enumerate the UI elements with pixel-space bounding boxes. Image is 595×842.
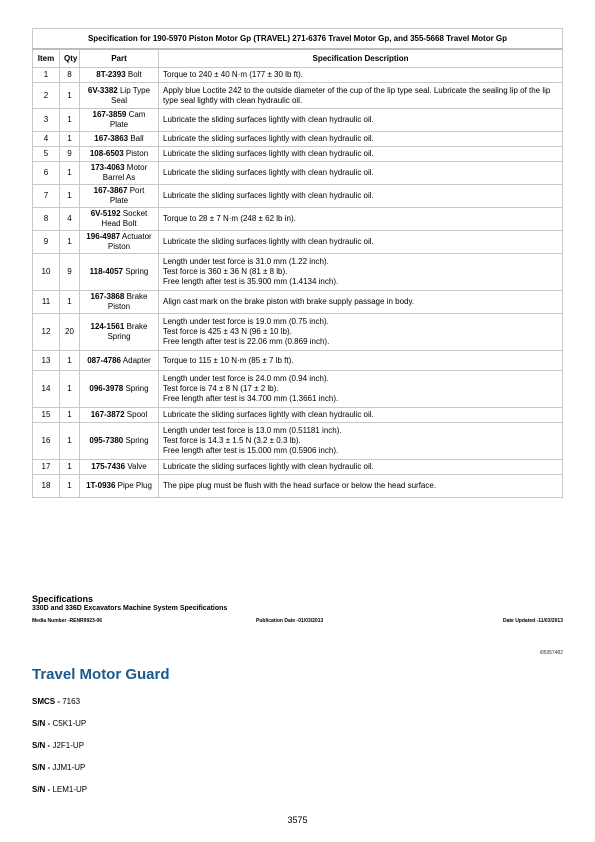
part-name: Motor Barrel As xyxy=(102,163,148,182)
spec-description-line: Test force is 14.3 ± 1.5 N (3.2 ± 0.3 lb). xyxy=(163,436,301,445)
qty-cell: 20 xyxy=(60,314,80,351)
part-cell xyxy=(80,351,159,371)
spec-description-line: Test force is 425 ± 43 N (96 ± 10 lb). xyxy=(163,327,292,336)
qty-cell: 1 xyxy=(60,291,80,314)
serial-number-line xyxy=(32,719,86,728)
table-row xyxy=(33,314,563,351)
part-number: 173-4063 xyxy=(90,163,125,172)
serial-number-value: JJM1-UP xyxy=(52,763,86,772)
part-name: Spring xyxy=(125,384,149,393)
table-row xyxy=(33,460,563,475)
table-row xyxy=(33,475,563,498)
spec-description-line: The pipe plug must be flush with the head surface or below the head surface. xyxy=(163,481,437,490)
qty-cell: 1 xyxy=(60,185,80,208)
item-cell: 2 xyxy=(33,83,60,109)
part-number: 167-3863 xyxy=(94,134,129,143)
serial-number-line xyxy=(32,763,85,772)
smcs-value: 7163 xyxy=(62,697,81,706)
spec-description-line: Length under test force is 24.0 mm (0.94 inch). xyxy=(163,374,329,383)
table-row xyxy=(33,254,563,291)
spec-description-line: Lubricate the sliding surfaces lightly with clean hydraulic oil. xyxy=(163,115,374,124)
part-cell xyxy=(80,314,159,351)
part-cell xyxy=(80,185,159,208)
part-number: 196-4987 xyxy=(86,232,121,241)
part-cell xyxy=(80,147,159,162)
qty-cell: 1 xyxy=(60,423,80,460)
serial-number-label: S/N - xyxy=(32,741,51,750)
serial-number-line xyxy=(32,785,87,794)
part-number: 124-1561 xyxy=(90,322,125,331)
part-name: Spring xyxy=(125,436,149,445)
spec-description-line: Lubricate the sliding surfaces lightly with clean hydraulic oil. xyxy=(163,191,374,200)
spec-description-line: Test force is 74 ± 8 N (17 ± 2 lb). xyxy=(163,384,279,393)
spec-description-cell xyxy=(159,83,563,109)
part-number: 8T-2393 xyxy=(96,70,126,79)
footer-title: Specifications xyxy=(32,594,94,604)
qty-cell: 1 xyxy=(60,83,80,109)
date-updated: Date Updated -11/03/2013 xyxy=(502,618,563,624)
part-name: Port Plate xyxy=(109,186,145,205)
part-cell xyxy=(80,254,159,291)
table-row xyxy=(33,132,563,147)
serial-number-value: LEM1-UP xyxy=(52,785,88,794)
spec-description-line: Test force is 360 ± 36 N (81 ± 8 lb). xyxy=(163,267,288,276)
qty-cell: 1 xyxy=(60,162,80,185)
item-cell: 13 xyxy=(33,351,60,371)
item-cell: 12 xyxy=(33,314,60,351)
part-name: Adapter xyxy=(122,355,151,365)
qty-cell: 1 xyxy=(60,132,80,147)
item-cell: 8 xyxy=(33,208,60,231)
spec-description-cell xyxy=(159,132,563,147)
item-cell: 18 xyxy=(33,475,60,498)
serial-number-label: S/N - xyxy=(32,763,51,772)
spec-description-line: Lubricate the sliding surfaces lightly with clean hydraulic oil. xyxy=(163,462,374,471)
spec-description-cell xyxy=(159,147,563,162)
spec-description-line: Free length after test is 15.000 mm (0.5906 inch). xyxy=(163,446,339,455)
table-row xyxy=(33,423,563,460)
spec-description-cell xyxy=(159,254,563,291)
spec-description-cell xyxy=(159,109,563,132)
table-row xyxy=(33,208,563,231)
serial-number-label: S/N - xyxy=(32,719,51,728)
qty-cell: 1 xyxy=(60,109,80,132)
part-name: Spool xyxy=(126,410,148,419)
part-number: 167-3867 xyxy=(93,186,128,195)
spec-description-cell xyxy=(159,460,563,475)
spec-description-cell xyxy=(159,231,563,254)
footer-subtitle: 330D and 336D Excavators Machine System Specifications xyxy=(32,605,228,612)
spec-description-line: Length under test force is 19.0 mm (0.75 inch). xyxy=(163,317,329,326)
spec-description-line: Free length after test is 22.06 mm (0.869 inch). xyxy=(163,337,330,346)
column-header-item: Item xyxy=(33,49,60,68)
item-cell: 16 xyxy=(33,423,60,460)
spec-description-cell xyxy=(159,475,563,498)
qty-cell: 1 xyxy=(60,460,80,475)
qty-cell: 1 xyxy=(60,231,80,254)
part-number: 1T-0936 xyxy=(86,481,116,490)
document-id: i05957482 xyxy=(539,650,563,656)
part-name: Cam Plate xyxy=(109,110,146,129)
item-cell: 15 xyxy=(33,408,60,423)
column-header-spec: Specification Description xyxy=(159,49,563,68)
item-cell: 17 xyxy=(33,460,60,475)
table-row xyxy=(33,371,563,408)
part-cell xyxy=(80,291,159,314)
table-row xyxy=(33,231,563,254)
part-number: 6V-3382 xyxy=(87,85,118,95)
serial-number-value: C5K1-UP xyxy=(52,719,87,728)
table-row xyxy=(33,291,563,314)
part-name: Valve xyxy=(127,462,147,471)
serial-number-line xyxy=(32,741,84,750)
part-number: 096-3978 xyxy=(89,384,124,393)
spec-description-line: Lubricate the sliding surfaces lightly with clean hydraulic oil. xyxy=(163,237,374,246)
part-number: 167-3872 xyxy=(90,410,125,419)
item-cell: 3 xyxy=(33,109,60,132)
specification-table xyxy=(32,28,563,498)
part-cell xyxy=(80,208,159,231)
publication-date: Publication Date -01/03/2013 xyxy=(256,618,324,624)
column-header-part: Part xyxy=(80,49,159,68)
spec-description-line: Length under test force is 31.0 mm (1.22 inch). xyxy=(163,257,329,266)
part-cell xyxy=(80,371,159,408)
item-cell: 14 xyxy=(33,371,60,408)
spec-description-cell xyxy=(159,68,563,83)
table-row xyxy=(33,185,563,208)
qty-cell: 1 xyxy=(60,351,80,371)
spec-description-cell xyxy=(159,291,563,314)
part-cell xyxy=(80,231,159,254)
serial-number-label: S/N - xyxy=(32,785,51,794)
part-number: 175-7436 xyxy=(91,462,126,471)
smcs-line xyxy=(32,697,80,706)
part-cell xyxy=(80,408,159,423)
table-row xyxy=(33,162,563,185)
part-name: Bolt xyxy=(127,70,142,79)
spec-description-line: Torque to 240 ± 40 N·m (177 ± 30 lb ft). xyxy=(163,70,303,79)
part-name: Spring xyxy=(125,267,149,276)
spec-description-line: Apply blue Loctite 242 to the outside diameter of the cup of the lip type seal. Lubricate the sealing lip of the lip type seal lightly with clean hydraulic oil. xyxy=(163,85,551,105)
qty-cell: 1 xyxy=(60,371,80,408)
qty-cell: 4 xyxy=(60,208,80,231)
part-number: 108-6503 xyxy=(89,149,124,158)
item-cell: 4 xyxy=(33,132,60,147)
spec-description-cell xyxy=(159,314,563,351)
part-number: 167-3859 xyxy=(92,110,127,119)
part-cell xyxy=(80,68,159,83)
spec-description-line: Torque to 115 ± 10 N·m (85 ± 7 lb ft). xyxy=(163,355,294,365)
spec-description-cell xyxy=(159,371,563,408)
table-row xyxy=(33,83,563,109)
qty-cell: 1 xyxy=(60,475,80,498)
part-cell xyxy=(80,162,159,185)
part-number: 118-4057 xyxy=(89,267,123,276)
spec-description-cell xyxy=(159,351,563,371)
footer-meta xyxy=(32,618,563,626)
table-row xyxy=(33,351,563,371)
column-header-qty: Qty xyxy=(60,49,80,68)
part-name: Pipe Plug xyxy=(117,481,152,490)
qty-cell: 8 xyxy=(60,68,80,83)
part-cell xyxy=(80,132,159,147)
table-row xyxy=(33,109,563,132)
item-cell: 9 xyxy=(33,231,60,254)
part-cell xyxy=(80,475,159,498)
part-name: Socket Head Bolt xyxy=(101,209,148,228)
part-name: Brake Piston xyxy=(107,292,148,311)
spec-description-line: Free length after test is 34.700 mm (1.3661 inch). xyxy=(163,394,339,403)
serial-number-value: J2F1-UP xyxy=(52,741,85,750)
item-cell: 1 xyxy=(33,68,60,83)
qty-cell: 1 xyxy=(60,408,80,423)
table-title: Specification for 190-5970 Piston Motor Gp (TRAVEL) 271-6376 Travel Motor Gp, and 355-5668 Travel Motor Gp xyxy=(33,29,563,50)
spec-description-line: Align cast mark on the brake piston with brake supply passage in body. xyxy=(163,297,415,306)
part-cell xyxy=(80,423,159,460)
part-number: 087-4786 xyxy=(87,355,121,365)
part-number: 6V-5192 xyxy=(90,209,121,218)
part-cell xyxy=(80,109,159,132)
part-number: 095-7380 xyxy=(89,436,124,445)
table-row xyxy=(33,147,563,162)
item-cell: 7 xyxy=(33,185,60,208)
item-cell: 6 xyxy=(33,162,60,185)
qty-cell: 9 xyxy=(60,147,80,162)
table-row xyxy=(33,68,563,83)
part-name: Brake Spring xyxy=(107,322,148,341)
spec-description-cell xyxy=(159,208,563,231)
table-body xyxy=(33,68,563,498)
spec-description-line: Torque to 28 ± 7 N·m (248 ± 62 lb in). xyxy=(163,214,296,223)
smcs-label: SMCS - xyxy=(32,697,60,706)
item-cell: 5 xyxy=(33,147,60,162)
spec-description-cell xyxy=(159,185,563,208)
part-cell xyxy=(80,83,159,109)
table-row xyxy=(33,408,563,423)
part-name: Lip Type Seal xyxy=(110,85,151,105)
part-name: Piston xyxy=(125,149,149,158)
spec-description-cell xyxy=(159,162,563,185)
part-cell xyxy=(80,460,159,475)
table-header-row xyxy=(33,49,563,68)
part-number: 167-3868 xyxy=(90,292,125,301)
spec-description-line: Length under test force is 13.0 mm (0.51181 inch). xyxy=(163,426,342,435)
spec-description-line: Free length after test is 35.900 mm (1.4134 inch). xyxy=(163,277,339,286)
spec-description-line: Lubricate the sliding surfaces lightly with clean hydraulic oil. xyxy=(163,168,374,177)
item-cell: 11 xyxy=(33,291,60,314)
spec-description-line: Lubricate the sliding surfaces lightly with clean hydraulic oil. xyxy=(163,410,374,419)
item-cell: 10 xyxy=(33,254,60,291)
media-number: Media Number -RENR9923-06 xyxy=(32,618,103,624)
spec-description-line: Lubricate the sliding surfaces lightly with clean hydraulic oil. xyxy=(163,134,374,143)
spec-description-cell xyxy=(159,408,563,423)
qty-cell: 9 xyxy=(60,254,80,291)
section-heading: Travel Motor Guard xyxy=(32,666,170,683)
spec-description-line: Lubricate the sliding surfaces lightly with clean hydraulic oil. xyxy=(163,149,374,158)
part-name: Actuator Piston xyxy=(107,232,152,251)
page-number: 3575 xyxy=(287,815,308,825)
part-name: Ball xyxy=(130,134,144,143)
spec-description-cell xyxy=(159,423,563,460)
